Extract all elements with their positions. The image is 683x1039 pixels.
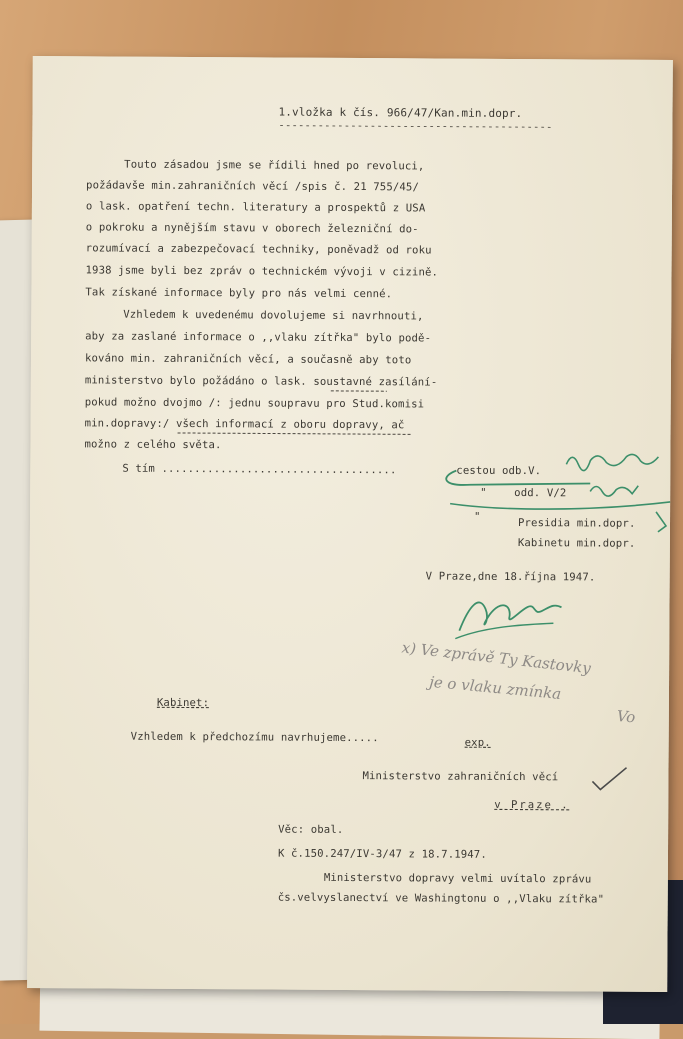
body-line-2: požádavše min.zahraničních věcí /spis č. 21 755/45/ [86,179,419,193]
addressee-ministry: Ministerstvo zahraničních věcí [362,770,558,783]
closing-line-1: Ministerstvo dopravy velmi uvítalo zprávu [324,872,592,886]
body-line-5: rozumívací a zabezpečovací techniky, poněvadž od roku [86,242,432,256]
document-header: 1.vložka k čís. 966/47/Kan.min.dopr. [278,106,522,120]
routing-line-2: odd. V/2 [514,487,566,499]
closing-line-2: čs.velvyslanectví ve Washingtonu o ,,Vlaku zítřka" [278,892,604,906]
header-underline: ------------------------------------------ [278,120,552,134]
s-tim-line: S tím .................................... [122,463,396,477]
pencil-initial: Vo [616,707,636,726]
routing-line-3: Presidia min.dopr. [518,517,636,530]
body-line-10: kováno min. zahraničních věcí, a současně aby toto [85,352,411,366]
body-line-6: 1938 jsme byli bez zpráv o technickém vývoji v cizině. [86,264,439,278]
proposal-line: Vzhledem k předchozímu navrhujeme..... [131,731,379,745]
body-line-11: ministerstvo bylo požádáno o lask. soustavné zasílání- [85,374,438,388]
body-line-4: o pokroku a nynějším stavu v oborech železniční do- [86,221,419,235]
date-line: V Praze,dne 18.října 1947. [426,570,596,583]
body-line-7: Tak získané informace byly pro nás velmi cenné. [85,286,392,300]
routing-ditto-2: " [474,511,481,523]
body-line-3: o lask. opatření techn. literatury a prospektů z USA [86,200,426,214]
pencil-note-line-2: je o vlaku zmínka [428,673,562,703]
vec-line: Věc: obal. [278,824,343,836]
ink-signature [449,585,579,646]
body-line-8: Vzhledem k uvedenému dovolujeme si navrhnouti, [123,309,423,323]
body-line-9: aby za zaslané informace o ,,vlaku zítřka" bylo podě- [85,330,431,344]
routing-ditto-1: " [480,487,487,499]
reference-line: K č.150.247/IV-3/47 z 18.7.1947. [278,848,487,861]
routing-line-4: Kabinetu min.dopr. [518,537,636,550]
kabinet-label: Kabinet: [157,697,209,709]
pencil-check-mark [590,765,630,791]
pencil-note-line-1: x) Ve zprávě Ty Kastovky [401,638,592,677]
body-line-13: min.dopravy:/ všech informací z oboru dopravy, ač [85,417,405,431]
body-line-12: pokud možno dvojmo /: jednu soupravu pro Stud.komisi [85,396,425,410]
addressee-city: v Praze . [494,799,569,811]
body-line-14: možno z celého světa. [84,438,221,451]
exp-label: exp. [465,737,491,749]
typed-document-page [27,56,673,992]
body-line-1: Touto zásadou jsme se řídili hned po revoluci, [124,159,424,173]
routing-line-1: cestou odb.V. [456,465,541,478]
